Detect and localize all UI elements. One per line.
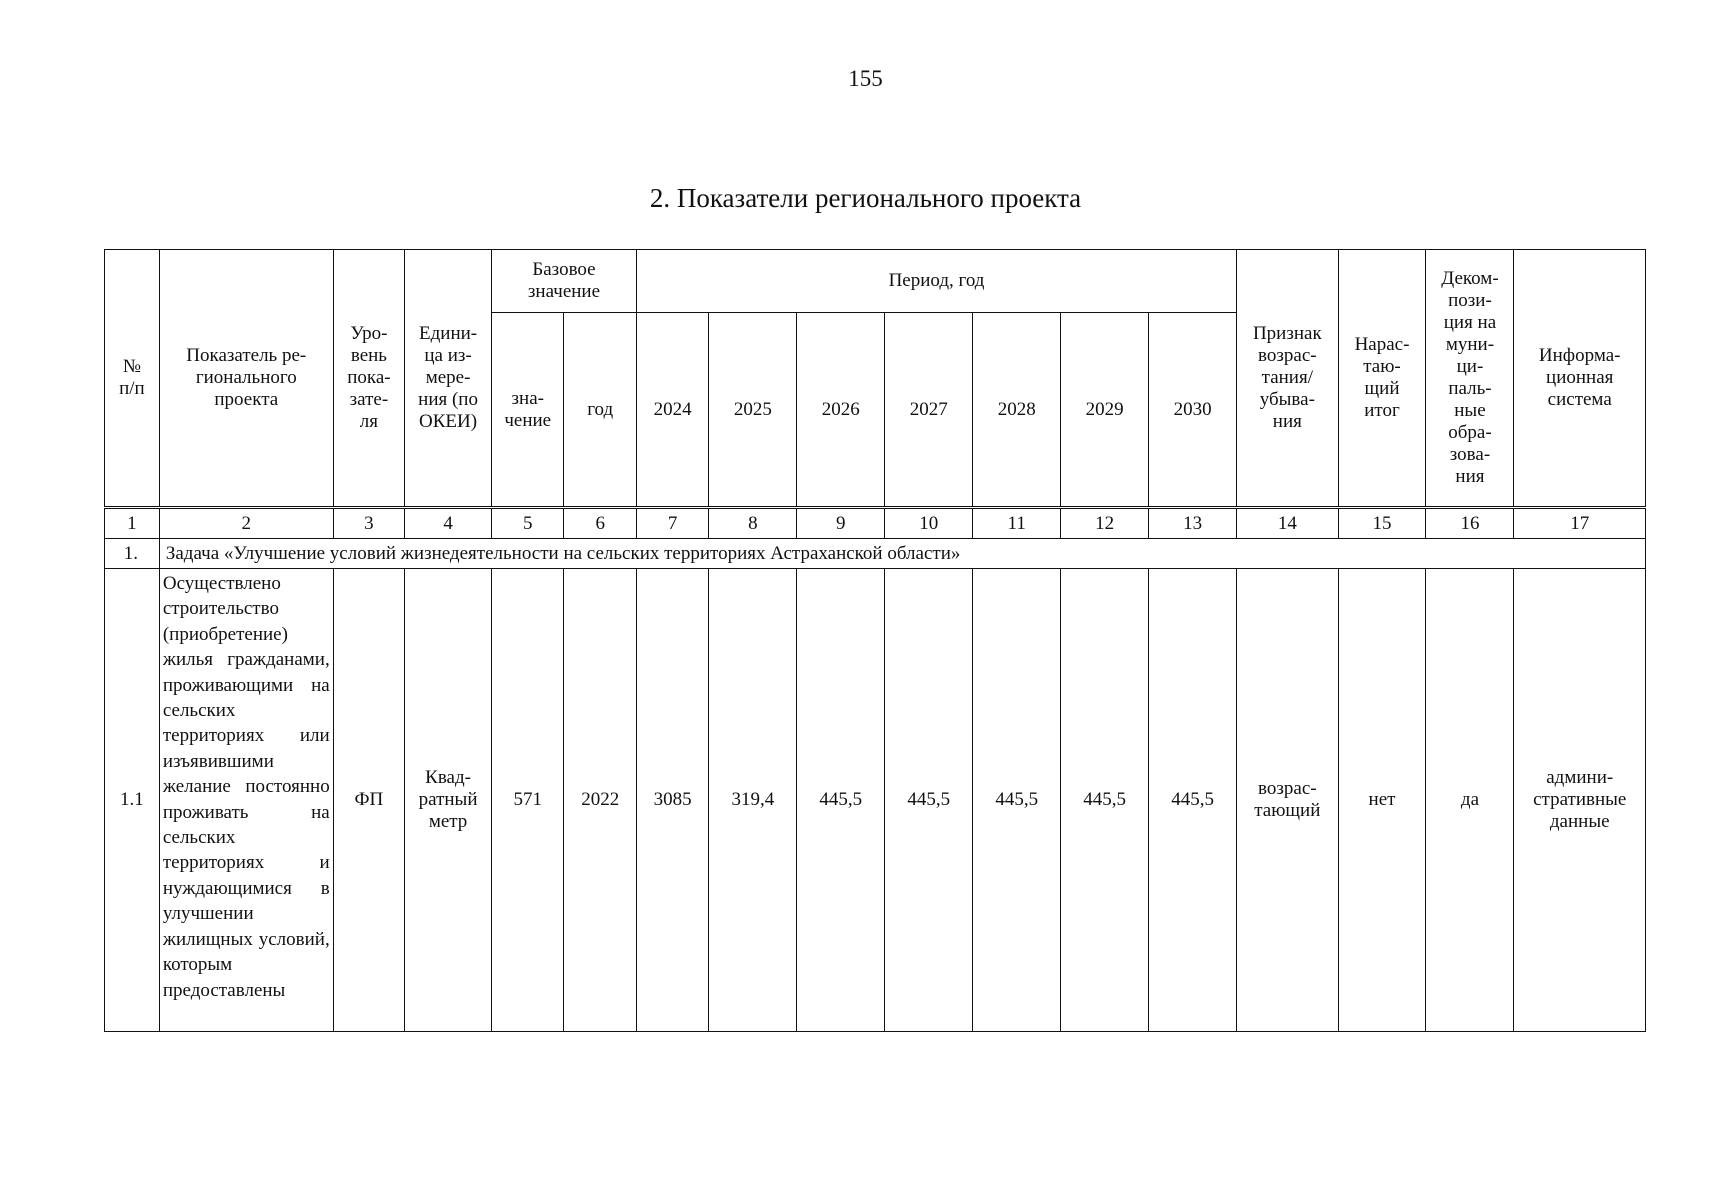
header-year-2028: 2028 (973, 313, 1061, 508)
column-number: 11 (973, 508, 1061, 539)
header-level: Уро- вень пока- зате- ля (333, 250, 404, 508)
column-number-row (105, 508, 1646, 539)
task-text: Задача «Улучшение условий жизнедеятельности на сельских территориях Астраханской области» (159, 539, 1645, 569)
municipal-decomposition: да (1426, 569, 1514, 1032)
column-number: 3 (333, 508, 404, 539)
column-number: 16 (1426, 508, 1514, 539)
value-2027: 445,5 (885, 569, 973, 1032)
header-period: Период, год (636, 250, 1236, 313)
header-unit: Едини- ца из- мере- ния (по ОКЕИ) (405, 250, 492, 508)
value-2025: 319,4 (709, 569, 797, 1032)
column-number: 7 (636, 508, 708, 539)
header-indicator: Показатель ре- гионального проекта (159, 250, 333, 508)
information-system: админи- стративные данные (1514, 569, 1646, 1032)
value-2026: 445,5 (797, 569, 885, 1032)
row-number: 1.1 (105, 569, 160, 1032)
header-year-2025: 2025 (709, 313, 797, 508)
unit-of-measure: Квад- ратный метр (405, 569, 492, 1032)
column-number: 4 (405, 508, 492, 539)
column-number: 12 (1061, 508, 1149, 539)
base-year: 2022 (564, 569, 636, 1032)
value-2030: 445,5 (1149, 569, 1237, 1032)
header-cumulative: Нарас- таю- щий итог (1338, 250, 1426, 508)
indicator-level: ФП (333, 569, 404, 1032)
header-base-year: год (564, 313, 636, 508)
section-heading: 2. Показатели регионального проекта (649, 183, 1082, 213)
header-year-2030: 2030 (1149, 313, 1237, 508)
header-info-system: Информа- ционная система (1514, 250, 1646, 508)
value-2024: 3085 (636, 569, 708, 1032)
column-number: 5 (492, 508, 564, 539)
header-year-2024: 2024 (636, 313, 708, 508)
column-number: 9 (797, 508, 885, 539)
task-number: 1. (105, 539, 160, 569)
header-year-2026: 2026 (797, 313, 885, 508)
base-value: 571 (492, 569, 564, 1032)
indicator-name: Осуществлено строительство (приобретение) жилья гражданами, проживающими на сельских территориях или изъявившими желание постоянно проживать на сельских территориях и нуждающимися в улучшении жилищных условий, которым предоставлены (159, 569, 333, 1032)
column-number: 6 (564, 508, 636, 539)
header-num: № п/п (105, 250, 160, 508)
table-row (105, 569, 1646, 1032)
value-2028: 445,5 (973, 569, 1061, 1032)
header-base-value: зна- чение (492, 313, 564, 508)
header-decomposition: Деком- пози- ция на муни- ци- паль- ные обра- зова- ния (1426, 250, 1514, 508)
trend-sign: возрас- тающий (1237, 569, 1338, 1032)
column-number: 14 (1237, 508, 1338, 539)
page-number: 155 (848, 66, 883, 91)
column-number: 13 (1149, 508, 1237, 539)
column-number: 17 (1514, 508, 1646, 539)
column-number: 2 (159, 508, 333, 539)
header-row-1 (105, 250, 1646, 313)
indicators-table (104, 249, 1646, 1032)
header-year-2027: 2027 (885, 313, 973, 508)
header-year-2029: 2029 (1061, 313, 1149, 508)
task-row (105, 539, 1646, 569)
column-number: 15 (1338, 508, 1426, 539)
column-number: 8 (709, 508, 797, 539)
cumulative-total: нет (1338, 569, 1426, 1032)
column-number: 10 (885, 508, 973, 539)
header-base: Базовое значение (492, 250, 637, 313)
value-2029: 445,5 (1061, 569, 1149, 1032)
header-trend: Признак возрас- тания/ убыва- ния (1237, 250, 1338, 508)
column-number: 1 (105, 508, 160, 539)
